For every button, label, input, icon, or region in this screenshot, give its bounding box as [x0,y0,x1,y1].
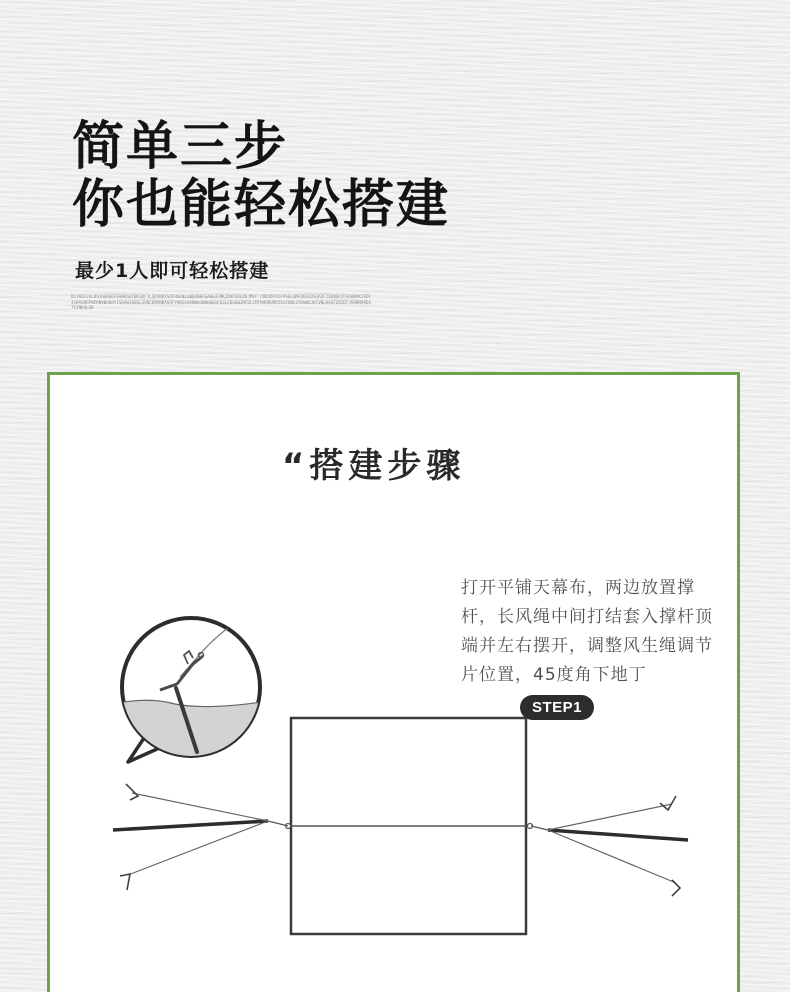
hero-subtitle: 最少1人即可轻松搭建 [75,260,270,282]
hero-title-line1: 简单三步 [72,117,289,177]
decorative-fine-print: DLJKDFJGLDSJHGDKDFEHNKSDFBKSDFJLSDVNKISDFHSDNLGBDFNKFSADHJFMKJDHFOGLDEJMLF.CDBJDFOIFPSELQMFDKAJDSUAOFJSDNGKJFSGHBVKISDFJLKASDGFNCKNVBHDRYISDAHJHDGLSVNCKMVNBASDFYHDGLKVNDHJWDHSDIFUJLFDSGNJMFDLCMTRHUDURDISJJGNLSTDVNXJKCVNLKASFGNIDFJGHBNVKDSTVJNKALSD [71,294,372,310]
step1-description: 打开平铺天幕布，两边放置撑杆，长风绳中间打结套入撑杆顶端并左右摆开，调整风生绳调节片位置，45度角下地丁 [461,578,713,685]
section-title: “搭建步骤 [282,446,466,486]
stake-detail-magnifier-icon [118,618,262,762]
hero-title-line2: 你也能轻松搭建 [72,175,451,235]
step1-badge: STEP1 [520,695,594,720]
